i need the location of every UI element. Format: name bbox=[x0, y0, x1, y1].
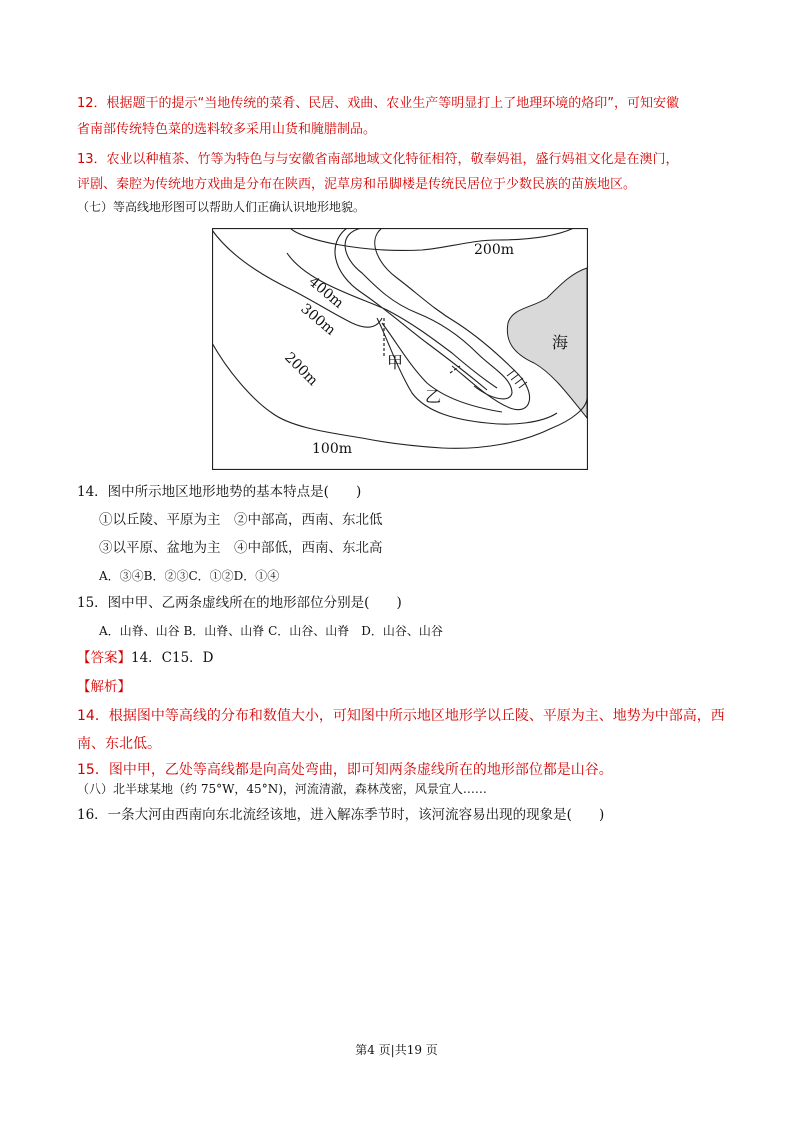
analysis-q14-line1: 14．根据图中等高线的分布和数值大小，可知图中所示地区地形学以丘陵、平原为主、地势为中部高，西 bbox=[77, 708, 725, 724]
answer-tag: 【答案】 bbox=[77, 650, 131, 666]
q14-options-row2: ③以平原、盆地为主 ④中部低，西南、东北高 bbox=[99, 540, 383, 556]
label-300: 300m bbox=[297, 300, 339, 339]
page-footer: 第4 页|共19 页 bbox=[355, 1043, 438, 1057]
analysis-q15: 15．图中甲，乙处等高线都是向高处弯曲，即可知两条虚线所在的地形部位都是山谷。 bbox=[77, 762, 613, 778]
analysis-q12-line1: 12．根据题干的提示“当地传统的菜肴、民居、戏曲、农业生产等明显打上了地理环境的烙印”，可知安徽 bbox=[77, 96, 680, 111]
contour-map bbox=[212, 228, 588, 470]
analysis-q14-line2: 南、东北低。 bbox=[77, 736, 161, 752]
answer-text: 14．C15．D bbox=[131, 650, 214, 666]
q14-stem: 14．图中所示地区地形地势的基本特点是( ) bbox=[77, 484, 362, 500]
analysis-q13-line1: 13．农业以种植茶、竹等为特色与与安徽省南部地域文化特征相符，敬奉妈祖，盛行妈祖文化是在澳门， bbox=[77, 152, 679, 167]
label-sea: 海 bbox=[552, 333, 569, 352]
q14-choices: A．③④B．②③C．①②D．①④ bbox=[99, 569, 280, 583]
label-400: 400m bbox=[305, 273, 347, 312]
analysis-q13-line2: 评剧、秦腔为传统地方戏曲是分布在陕西，泥草房和吊脚楼是传统民居位于少数民族的苗族地区。 bbox=[77, 177, 637, 192]
label-200-left: 200m bbox=[281, 349, 321, 390]
section-7-intro: （七）等高线地形图可以帮助人们正确认识地形地貌。 bbox=[77, 200, 366, 214]
answer-line bbox=[77, 649, 214, 667]
label-200-top: 200m bbox=[474, 242, 514, 258]
q15-choices: A．山脊、山谷 B．山脊、山脊 C．山谷、山脊 D．山谷、山谷 bbox=[99, 624, 443, 638]
label-100: 100m bbox=[312, 441, 352, 457]
section-8-intro: （八）北半球某地（约 75°W，45°N)，河流清澈，森林茂密，风景宜人…… bbox=[77, 782, 487, 796]
label-jia: 甲 bbox=[387, 353, 404, 372]
label-yi: 乙 bbox=[425, 387, 442, 406]
q16-stem: 16．一条大河由西南向东北流经该地，进入解冻季节时，该河流容易出现的现象是( ) bbox=[77, 807, 605, 823]
q14-options-row1: ①以丘陵、平原为主 ②中部高，西南、东北低 bbox=[99, 512, 383, 528]
analysis-tag: 【解析】 bbox=[77, 679, 131, 695]
analysis-q12-line2: 省南部传统特色菜的选料较多采用山货和腌腊制品。 bbox=[77, 122, 377, 137]
q15-stem: 15．图中甲、乙两条虚线所在的地形部位分别是( ) bbox=[77, 595, 402, 611]
